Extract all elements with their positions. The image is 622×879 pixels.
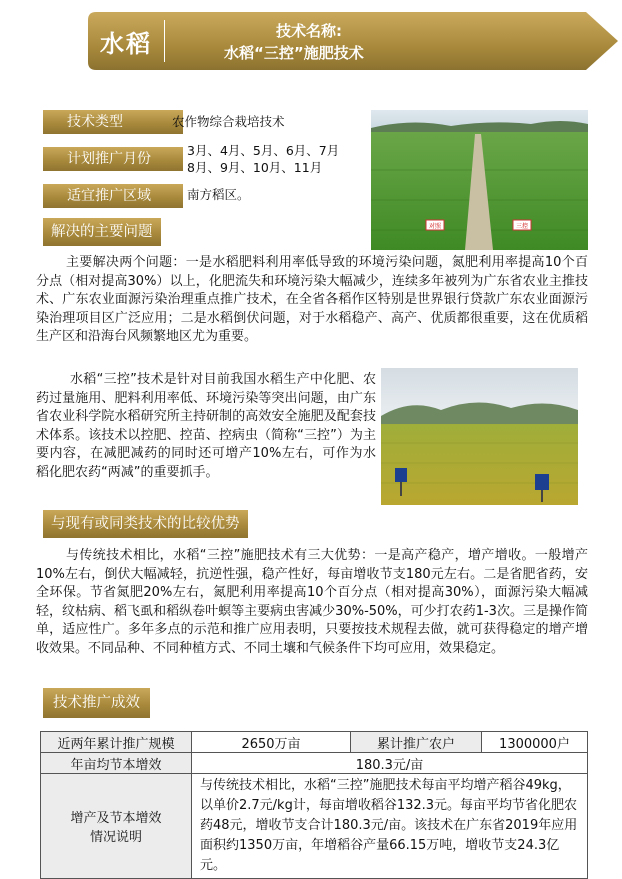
problem-paragraph: 主要解决两个问题：一是水稻肥料利用率低导致的环境污染问题，氮肥利用率提高10个百分点（相对提高30%）以上，化肥流失和环境污染大幅减少，连续多年被列为广东省农业主推技术、广东农业面源污染治理重点推广技术，在全省各稻作区特别是世界银行贷款广东农业面源污染治理项目区广泛应用；二是水稻倒伏问题，对于水稻稳产、高产、优质都很重要，这在优质稻生产区和沿海台风频繁地区尤为重要。: [36, 255, 588, 345]
title-banner: [86, 10, 620, 72]
section-compare: 与现有或同类技术的比较优势: [43, 510, 248, 538]
results-table: [40, 731, 588, 879]
explanation-value-cell: 与传统技术相比，水稻“三控”施肥技术每亩平均增产稻谷49kg，以单价2.7元/kg计，每亩增收稻谷132.3元。每亩平均节省化肥农药48元，增收节支合计180.3元/亩。该技术在广东省2019年应用面积约1350万亩，年增稻谷产量66.15万吨，增收节支24.3亿元。: [192, 774, 588, 879]
sign-sankong-label: 三控: [515, 223, 529, 230]
scale-value-cell: 2650万亩: [192, 732, 351, 753]
months-line2: 8月、9月、10月、11月: [187, 160, 323, 175]
table-row: [41, 732, 588, 753]
intro-paragraph: 水稻“三控”技术是针对目前我国水稻生产中化肥、农药过量施用、肥料利用率低、环境污染等突出问题，由广东省农业科学院水稻研究所主持研制的高效安全施肥及配套技术体系。该技术以控肥、控苗、控病虫（简称“三控”）为主要内容，在减肥减药的同时还可增产10%左右，可作为水稻化肥农药“两减”的重要抓手。: [36, 372, 376, 480]
benefit-label-cell: 年亩均节本增效: [41, 753, 192, 774]
farmers-value-cell: 1300000户: [482, 732, 588, 753]
tech-type-value: 农作物综合栽培技术: [172, 114, 285, 129]
compare-paragraph: 与传统技术相比，水稻“三控”施肥技术有三大优势：一是高产稳产，增产增收。一般增产10%左右，倒伏大幅减轻，抗逆性强，稳产性好，每亩增收节支180元左右。二是省肥省药，安全环保。节省氮肥20%左右，氮肥利用率提高10个百分点（相对提高30%），面源污染大幅减轻，纹枯病、稻飞虱和稻纵卷叶螟等主要病虫害减少30%-50%，可少打农药1-3次。三是操作简单，适应性广。多年多点的示范和推广应用表明，只要按技术规程去做，就可获得稳定的增产增收效果。不同品种、不同种植方式、不同土壤和气候条件下均可应用，效果稳定。: [36, 548, 588, 656]
crop-name: 水稻: [100, 30, 152, 58]
benefit-value-cell: 180.3元/亩: [192, 753, 588, 774]
explanation-label-line1: 增产及节本增效: [70, 811, 162, 826]
months-tag: 计划推广月份: [43, 147, 183, 171]
rice-field-photo-1: [371, 110, 588, 250]
farmers-label-cell: 累计推广农户: [351, 732, 482, 753]
table-row: [41, 774, 588, 879]
explanation-label-cell: [41, 774, 192, 879]
tech-name-label: 技术名称:: [276, 22, 342, 40]
explanation-label-line2: 情况说明: [89, 830, 142, 845]
tech-name-title: 水稻“三控”施肥技术: [224, 44, 364, 62]
months-line1: 3月、4月、5月、6月、7月: [187, 143, 340, 158]
table-row: [41, 753, 588, 774]
section-results: 技术推广成效: [43, 688, 150, 718]
region-tag: 适宜推广区域: [43, 184, 183, 208]
tech-type-tag: 技术类型: [43, 110, 183, 134]
region-value: 南方稻区。: [187, 187, 250, 202]
scale-label-cell: 近两年累计推广规模: [41, 732, 192, 753]
sign-control-label: 对照: [428, 223, 442, 230]
section-problem: 解决的主要问题: [43, 218, 161, 246]
banner-divider: [164, 20, 165, 62]
rice-field-photo-2: [381, 368, 578, 505]
